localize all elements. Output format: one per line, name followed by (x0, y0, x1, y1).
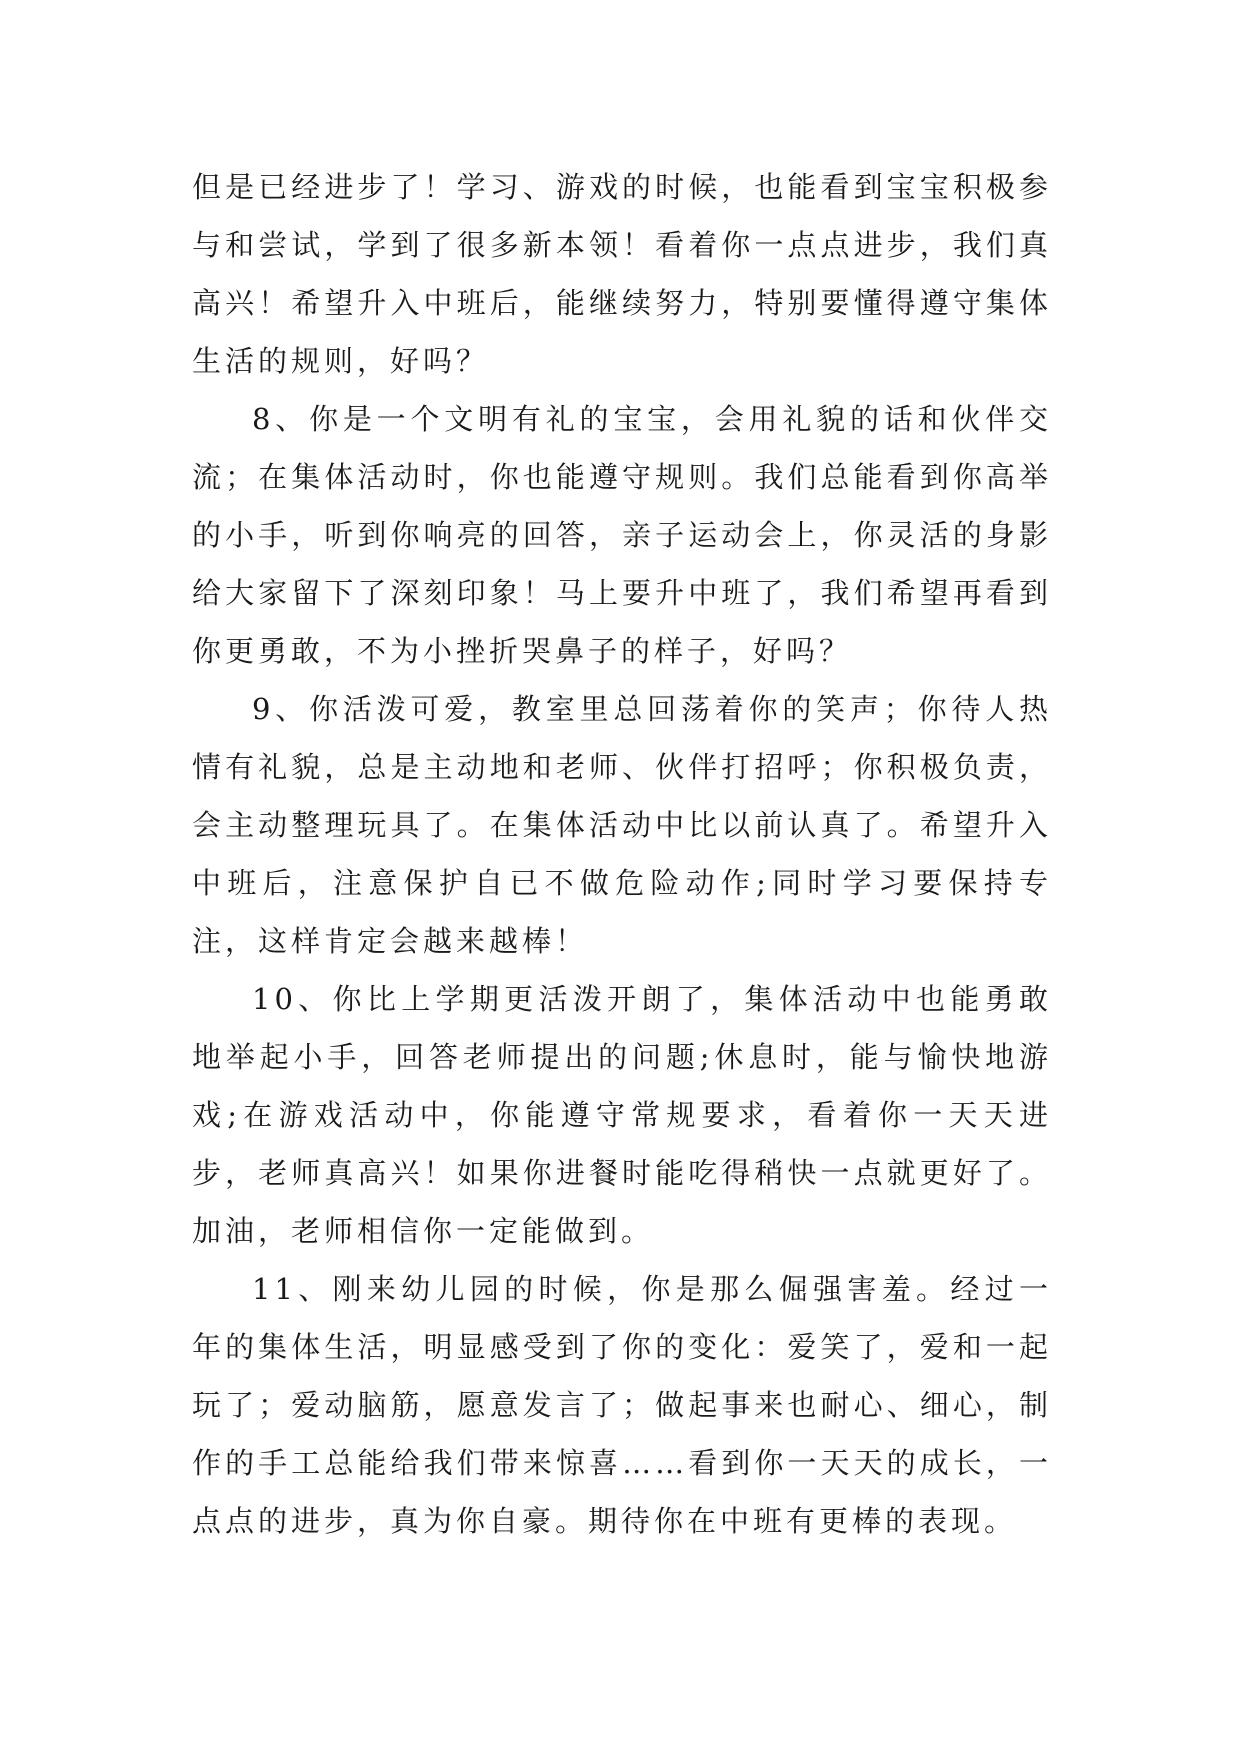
paragraph-10: 10、你比上学期更活泼开朗了，集体活动中也能勇敢地举起小手，回答老师提出的问题;休息时，能与愉快地游戏;在游戏活动中，你能遵守常规要求，看着你一天天进步，老师真高兴！如果你进餐时能吃得稍快一点就更好了。加油，老师相信你一定能做到。 (192, 982, 1052, 1248)
paragraph-8: 8、你是一个文明有礼的宝宝，会用礼貌的话和伙伴交流；在集体活动时，你也能遵守规则。我们总能看到你高举的小手，听到你响亮的回答，亲子运动会上，你灵活的身影给大家留下了深刻印象！马上要升中班了，我们希望再看到你更勇敢，不为小挫折哭鼻子的样子，好吗？ (192, 402, 1052, 668)
paragraph-9: 9、你活泼可爱，教室里总回荡着你的笑声；你待人热情有礼貌，总是主动地和老师、伙伴打招呼；你积极负责，会主动整理玩具了。在集体活动中比以前认真了。希望升入中班后，注意保护自已不做危险动作;同时学习要保持专注，这样肯定会越来越棒！ (192, 692, 1052, 958)
paragraph-continuation: 但是已经进步了！学习、游戏的时候，也能看到宝宝积极参与和尝试，学到了很多新本领！看着你一点点进步，我们真高兴！希望升入中班后，能继续努力，特别要懂得遵守集体生活的规则，好吗？ (192, 170, 1052, 378)
document-body (192, 158, 1052, 1550)
paragraph-11: 11、刚来幼儿园的时候，你是那么倔强害羞。经过一年的集体生活，明显感受到了你的变化：爱笑了，爱和一起玩了；爱动脑筋，愿意发言了；做起事来也耐心、细心，制作的手工总能给我们带来惊喜……看到你一天天的成长，一点点的进步，真为你自豪。期待你在中班有更棒的表现。 (192, 1272, 1052, 1538)
